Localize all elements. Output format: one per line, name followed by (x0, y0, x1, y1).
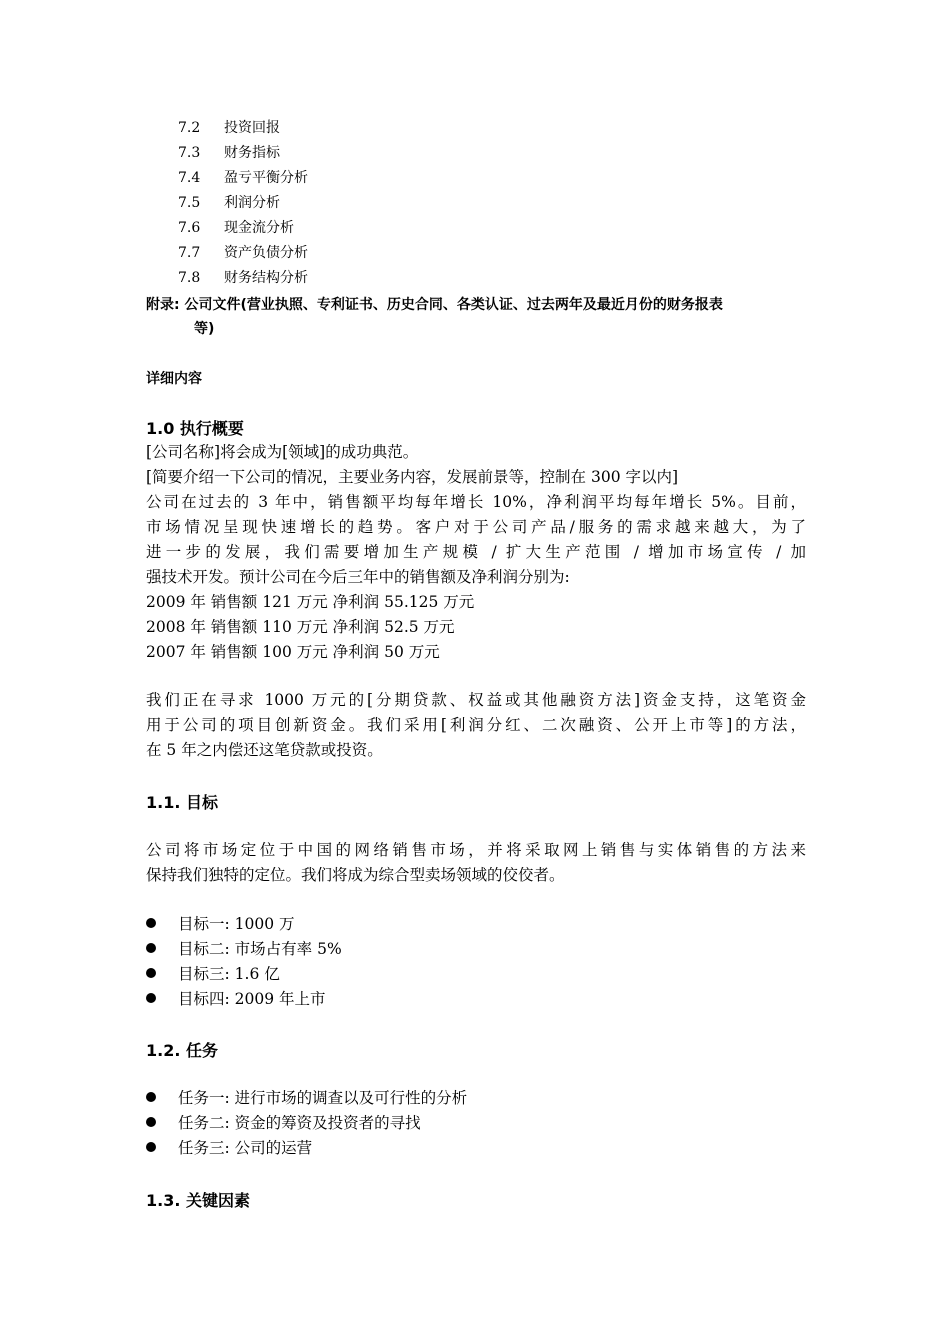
toc-item: 7.4 盈亏平衡分析 (178, 170, 308, 186)
list-item: 目标四: 2009 年上市 (146, 987, 342, 1012)
paragraph-line: 用于公司的项目创新资金。我们采用[利润分红、二次融资、公开上市等]的方法， (146, 716, 806, 734)
appendix-line-2: 等) (194, 321, 215, 337)
paragraph-line: 公司将市场定位于中国的网络销售市场，并将采取网上销售与实体销售的方法来 (146, 841, 806, 859)
funding-paragraph (146, 688, 806, 763)
toc-item: 7.2 投资回报 (178, 120, 280, 136)
list-item: 任务二: 资金的筹资及投资者的寻找 (146, 1111, 467, 1136)
list-item: 任务一: 进行市场的调查以及可行性的分析 (146, 1086, 467, 1111)
list-item: 目标三: 1.6 亿 (146, 962, 342, 987)
section-heading-key-factors: 1.3. 关键因素 (146, 1191, 250, 1210)
appendix-line-1: 附录: 公司文件(营业执照、专利证书、历史合同、各类认证、过去两年及最近月份的财务报表 (146, 297, 723, 313)
paragraph-line: 公司在过去的 3 年中，销售额平均每年增长 10%，净利润平均每年增长 5%。目前， (146, 493, 806, 511)
toc-item: 7.3 财务指标 (178, 145, 280, 161)
paragraph-line: [公司名称]将会成为[领域]的成功典范。 (146, 443, 419, 461)
paragraph-line: 保持我们独特的定位。我们将成为综合型卖场领域的佼佼者。 (146, 866, 565, 884)
bullet-icon (146, 1092, 156, 1102)
list-item: 目标一: 1000 万 (146, 912, 342, 937)
toc-item: 7.8 财务结构分析 (178, 270, 308, 286)
toc-item: 7.6 现金流分析 (178, 220, 294, 236)
paragraph-line: 在 5 年之内偿还这笔贷款或投资。 (146, 741, 383, 759)
paragraph-line: 市场情况呈现快速增长的趋势。客户对于公司产品/服务的需求越来越大，为了 (146, 518, 806, 536)
bullet-icon (146, 1117, 156, 1127)
toc-list (178, 116, 308, 291)
forecast-line: 2007 年 销售额 100 万元 净利润 50 万元 (146, 643, 440, 661)
bullet-icon (146, 993, 156, 1003)
forecast-line: 2009 年 销售额 121 万元 净利润 55.125 万元 (146, 593, 475, 611)
bullet-icon (146, 1142, 156, 1152)
paragraph-line: [简要介绍一下公司的情况，主要业务内容，发展前景等，控制在 300 字以内] (146, 468, 679, 486)
tasks-list (146, 1086, 467, 1161)
list-item: 目标二: 市场占有率 5% (146, 937, 342, 962)
section-heading-exec: 1.0 执行概要 (146, 419, 244, 438)
exec-body (146, 440, 806, 665)
goals-intro (146, 838, 806, 888)
forecast-line: 2008 年 销售额 110 万元 净利润 52.5 万元 (146, 618, 455, 636)
section-heading-goals: 1.1. 目标 (146, 793, 218, 812)
toc-item: 7.5 利润分析 (178, 195, 280, 211)
goals-list (146, 912, 342, 1012)
paragraph-line: 我们正在寻求 1000 万元的[分期贷款、权益或其他融资方法]资金支持，这笔资金 (146, 691, 806, 709)
paragraph-line: 强技术开发。预计公司在今后三年中的销售额及净利润分别为: (146, 568, 570, 586)
bullet-icon (146, 968, 156, 978)
toc-item: 7.7 资产负债分析 (178, 245, 308, 261)
section-heading-tasks: 1.2. 任务 (146, 1041, 218, 1060)
list-item: 任务三: 公司的运营 (146, 1136, 467, 1161)
detail-heading: 详细内容 (146, 371, 202, 387)
bullet-icon (146, 918, 156, 928)
paragraph-line: 进一步的发展，我们需要增加生产规模 / 扩大生产范围 / 增加市场宣传 / 加 (146, 543, 806, 561)
bullet-icon (146, 943, 156, 953)
